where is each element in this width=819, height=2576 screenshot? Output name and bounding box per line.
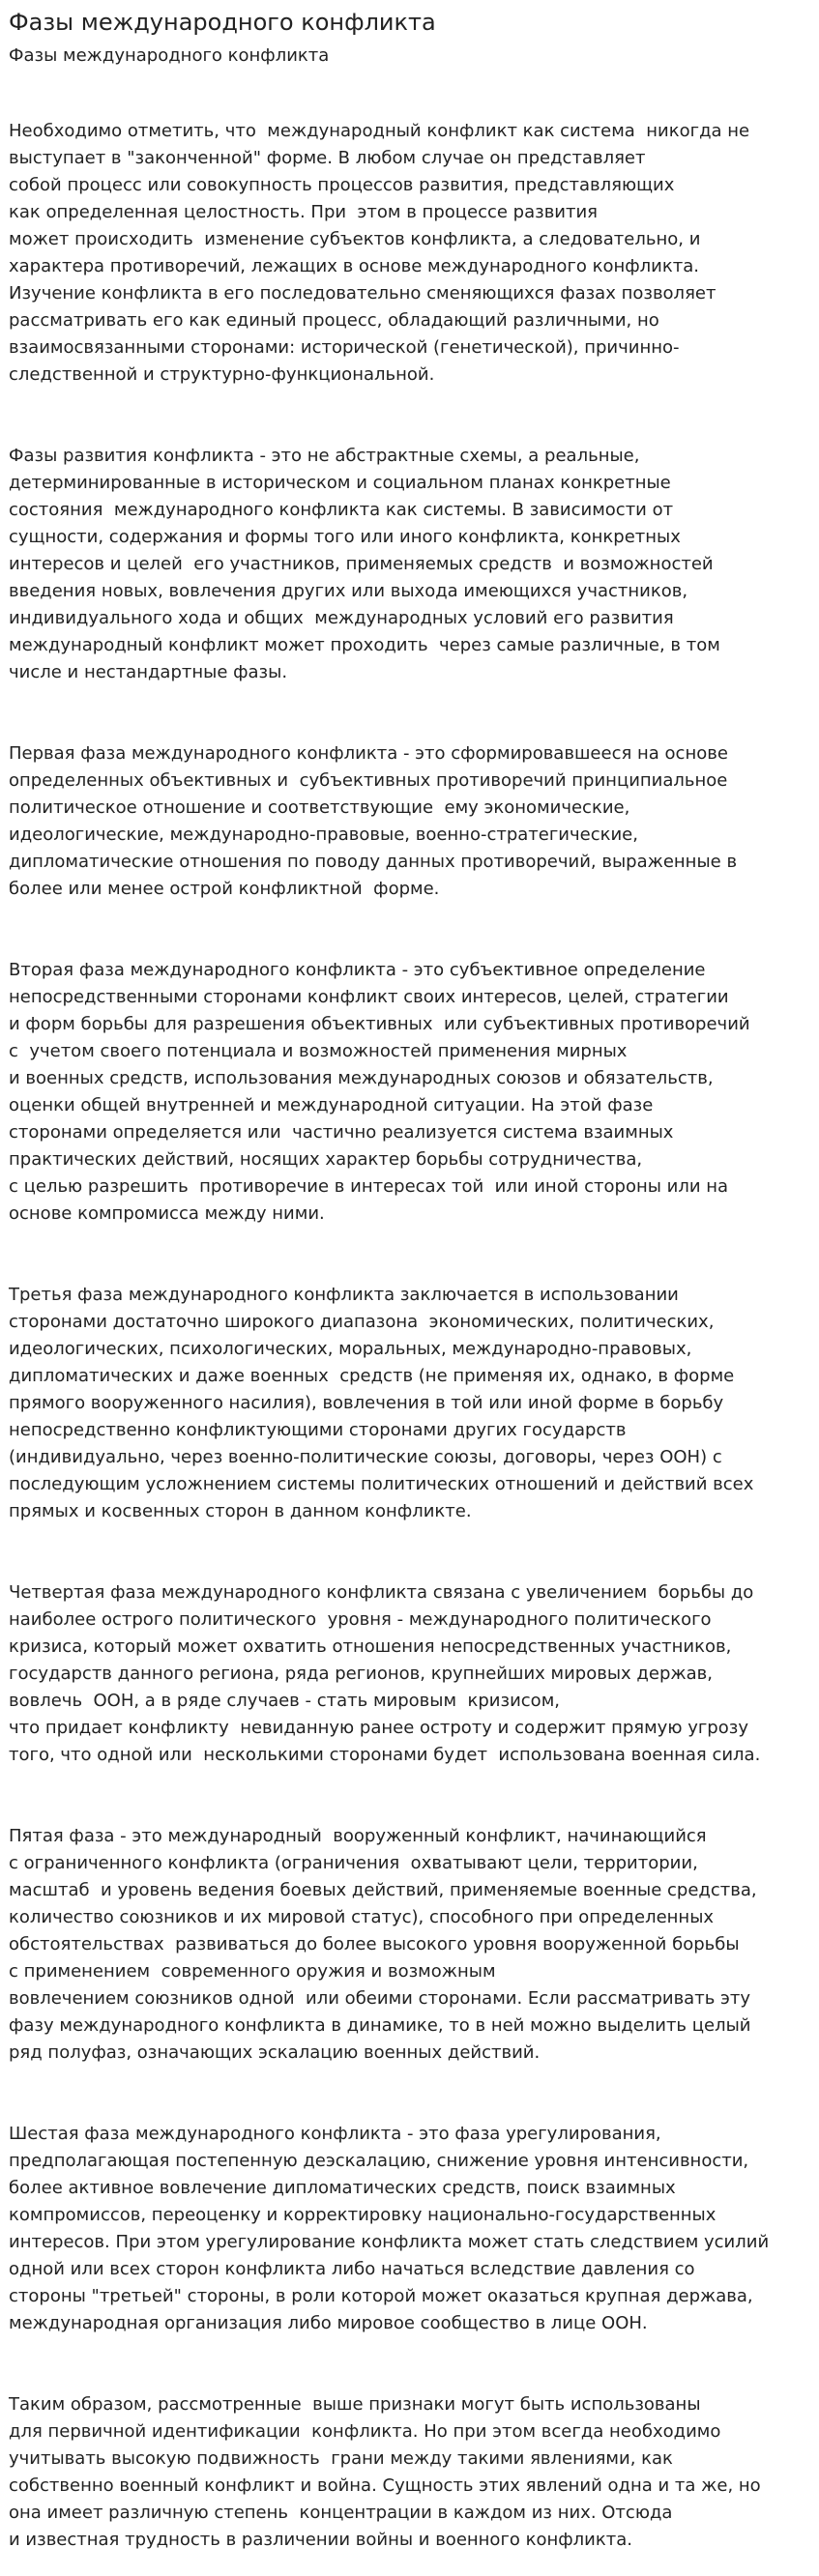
paragraph-phase-1: Первая фаза международного конфликта - это сформировавшееся на основе определенных объективных и субъективных противоречий принципиальное политическое отношение и соответствующие ему экономические, идеологические, международно-правовые, военно-стратегические, дипломатические отношения по поводу данных противоречий, выраженные в более или менее острой конфликтной форме. bbox=[9, 743, 738, 899]
article-body bbox=[9, 118, 808, 2554]
paragraph-phase-3: Третья фаза международного конфликта заключается в использовании сторонами достаточно широкого диапазона экономических, политических, идеологических, психологических, моральных, международно-правовых, дипломатических и даже военных средств (не применяя их, однако, в форме прямого вооруженного насилия), вовлечения в той или иной форме в борьбу непосредственно конфликтующими сторонами других государств (индивидуально, через военно-политические союзы, договоры, через ООН) с последующим усложнением системы политических отношений и действий всех прямых и косвенных сторон в данном конфликте. bbox=[9, 1285, 754, 1521]
paragraph-phase-5: Пятая фаза - это международный вооруженный конфликт, начинающийся с ограниченного конфликта (ограничения охватывают цели, территории, масштаб и уровень ведения боевых действий, применяемые военные средства, количество союзников и их мировой статус), способного при определенных обстоятельствах развиваться до более высокого уровня вооруженной борьбы с применением современного оружия и возможным вовлечением союзников одной или обеими сторонами. Если рассматривать эту фазу международного конфликта в динамике, то в ней можно выделить целый ряд полуфаз, означающих эскалацию военных действий. bbox=[9, 1826, 757, 2063]
page-title: Фазы международного конфликта bbox=[9, 9, 436, 36]
paragraph-phase-6: Шестая фаза международного конфликта - это фаза урегулирования, предполагающая постепенную деэскалацию, снижение уровня интенсивности, более активное вовлечение дипломатических средств, поиск взаимных компромиссов, переоценку и корректировку национально-государственных интересов. При этом урегулирование конфликта может стать следствием усилий одной или всех сторон конфликта либо начаться вследствие давления со стороны "третьей" стороны, в роли которой может оказаться крупная держава, международная организация либо мировое сообщество в лице ООН. bbox=[9, 2124, 770, 2333]
paragraph-conclusion: Таким образом, рассмотренные выше признаки могут быть использованы для первичной идентификации конфликта. Но при этом всегда необходимо учитывать высокую подвижность грани между такими явлениями, как собственно военный конфликт и война. Сущность этих явлений одна и та же, но она имеет различную степень концентрации в каждом из них. Отсюда и известная трудность в различении войны и военного конфликта. bbox=[9, 2394, 761, 2550]
paragraph-phases-definition: Фазы развития конфликта - это не абстрактные схемы, а реальные, детерминированные в историческом и социальном планах конкретные состояния международного конфликта как системы. В зависимости от сущности, содержания и формы того или иного конфликта, конкретных интересов и целей его участников, применяемых средств и возможностей введения новых, вовлечения других или выхода имеющихся участников, индивидуального хода и общих международных условий его развития международный конфликт может проходить через самые различные, в том числе и нестандартные фазы. bbox=[9, 446, 720, 682]
page-subtitle: Фазы международного конфликта bbox=[9, 45, 330, 66]
paragraph-phase-2: Вторая фаза международного конфликта - это субъективное определение непосредственными сторонами конфликт своих интересов, целей, стратегии и форм борьбы для разрешения объективных или субъективных противоречий с учетом своего потенциала и возможностей применения мирных и военных средств, использования международных союзов и обязательств, оценки общей внутренней и международной ситуации. На этой фазе сторонами определяется или частично реализуется система взаимных практических действий, носящих характер борьбы сотрудничества, с целью разрешить противоречие в интересах той или иной стороны или на основе компромисса между ними. bbox=[9, 960, 750, 1224]
paragraph-intro: Необходимо отметить, что международный конфликт как система никогда не выступает в "законченной" форме. В любом случае он представляет собой процесс или совокупность процессов развития, представляющих как определенная целостность. При этом в процессе развития может происходить изменение субъектов конфликта, а следовательно, и характера противоречий, лежащих в основе международного конфликта. Изучение конфликта в его последовательно сменяющихся фазах позволяет рассматривать его как единый процесс, обладающий различными, но взаимосвязанными сторонами: исторической (генетической), причинно- следственной и структурно-функциональной. bbox=[9, 121, 750, 385]
paragraph-phase-4: Четвертая фаза международного конфликта связана с увеличением борьбы до наиболее острого политического уровня - международного политического кризиса, который может охватить отношения непосредственных участников, государств данного региона, ряда регионов, крупнейших мировых держав, вовлечь ООН, а в ряде случаев - стать мировым кризисом, что придает конфликту невиданную ранее остроту и содержит прямую угрозу того, что одной или несколькими сторонами будет использована военная сила. bbox=[9, 1582, 761, 1765]
